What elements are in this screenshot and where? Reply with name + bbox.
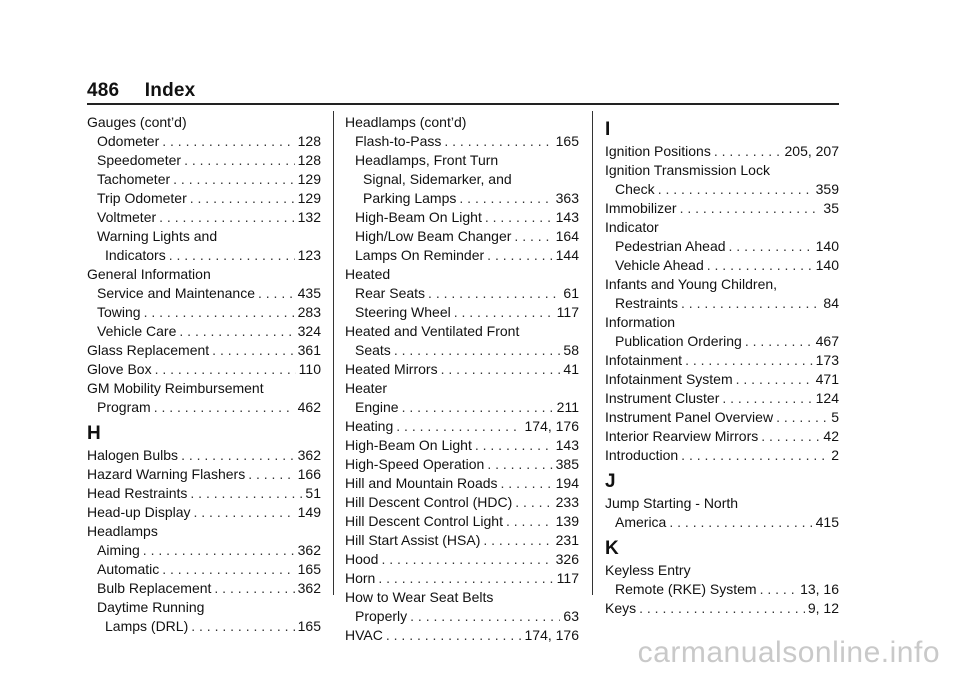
dot-leader [501,474,553,493]
page-reference[interactable]: 129 [297,171,321,187]
dot-leader [685,351,813,370]
entry-text: Odometer [97,133,160,149]
entry-text: Glass Replacement [87,342,210,358]
page-reference[interactable]: 63 [563,608,579,624]
page-reference[interactable]: 123 [297,247,321,263]
entry-text: High-Beam On Light [355,209,482,225]
index-entry [605,370,839,389]
index-entry [345,132,579,151]
dot-leader [658,180,813,199]
page-reference[interactable]: 361 [297,342,321,358]
page-reference[interactable]: 35 [823,200,839,216]
dot-leader [184,151,295,170]
dot-leader [190,189,295,208]
dot-leader [483,531,552,550]
page-reference[interactable]: 435 [297,285,321,301]
dot-leader [681,294,820,313]
entry-text: Introduction [605,447,679,463]
entry-text: Instrument Cluster [605,390,720,406]
page-reference[interactable]: 117 [556,304,579,320]
entry-text: Rear Seats [355,285,426,301]
entry-text: Check [615,181,655,197]
page-reference[interactable]: 174, 176 [524,418,579,434]
page-reference[interactable]: 324 [297,323,321,339]
index-entry [345,208,579,227]
index-heading: Indicator [605,219,659,235]
entry-text: Seats [355,342,391,358]
page-reference[interactable]: 140 [815,238,839,254]
watermark: carmanualsonline.info [637,636,940,669]
index-entry [605,237,839,256]
entry-text: Hill Start Assist (HSA) [345,532,481,548]
dot-leader [143,541,295,560]
page-reference[interactable]: 144 [555,247,579,263]
page-reference[interactable]: 143 [555,437,579,453]
page-reference[interactable]: 139 [555,513,579,529]
index-entry [605,142,839,161]
dot-leader [162,132,294,151]
index-entry [345,607,579,626]
page-reference[interactable]: 149 [297,504,321,520]
page-reference[interactable]: 164 [555,228,579,244]
index-entry [345,569,579,588]
page-reference[interactable]: 128 [297,133,321,149]
entry-text: Remote (RKE) System [615,581,757,597]
dot-leader [444,132,552,151]
dot-leader [515,493,552,512]
index-entry [345,246,579,265]
index-entry [87,341,321,360]
entry-text: Restraints [615,295,679,311]
page-reference[interactable]: 174, 176 [524,627,579,643]
index-column-2 [345,113,579,645]
entry-text: Vehicle Care [97,323,177,339]
entry-text: Lamps On Reminder [355,247,485,263]
dot-leader [169,246,295,265]
index-entry [605,599,839,618]
dot-leader [214,579,294,598]
index-entry [345,284,579,303]
entry-text: Hood [345,551,379,567]
entry-text: Keys [605,600,637,616]
entry-text: HVAC [345,627,383,643]
index-entry [605,180,839,199]
dot-leader [394,341,561,360]
index-entry [605,294,839,313]
dot-leader [159,208,295,227]
index-entry [87,246,321,265]
index-entry [345,436,579,455]
dot-leader [722,389,812,408]
index-entry [345,512,579,531]
dot-leader [475,436,553,455]
page-reference[interactable]: 117 [556,570,579,586]
page-number: 486 [87,80,120,101]
index-entry [87,579,321,598]
entry-text: Hill and Mountain Roads [345,475,498,491]
dot-leader [714,142,782,161]
page-reference[interactable]: 362 [297,580,321,596]
column-divider [333,111,334,595]
index-entry [345,417,579,436]
dot-leader [745,332,813,351]
index-heading: Ignition Transmission Lock [605,162,770,178]
index-entry [87,303,321,322]
section-letter: H [87,423,101,444]
entry-text: Pedestrian Ahead [615,238,726,254]
index-heading: Keyless Entry [605,562,691,578]
index-entry [87,322,321,341]
index-heading: Heated and Ventilated Front [345,323,520,339]
dot-leader [144,303,295,322]
entry-text: Head-up Display [87,504,191,520]
index-entry [345,531,579,550]
dot-leader [459,189,552,208]
index-entry [345,303,579,322]
dot-leader [707,256,813,275]
entry-text: Trip Odometer [97,190,187,206]
index-heading: Heated [345,266,391,282]
index-entry [87,503,321,522]
index-heading: Infants and Young Children, [605,276,778,292]
index-heading: Warning Lights and [97,228,218,244]
index-entry [87,151,321,170]
page-reference[interactable]: 165 [555,133,579,149]
page-reference[interactable]: 205, 207 [784,143,839,159]
section-letter: J [605,471,616,492]
section-letter: K [605,538,619,559]
index-entry [87,617,321,636]
index-entry [87,170,321,189]
dot-leader [454,303,554,322]
page-reference[interactable]: 42 [823,428,839,444]
index-entry [87,284,321,303]
page-reference[interactable]: 471 [815,371,839,387]
index-entry [605,408,839,427]
entry-text: High-Beam On Light [345,437,472,453]
dot-leader [681,446,828,465]
dot-leader [410,607,560,626]
entry-text: Head Restraints [87,485,188,501]
page-reference[interactable]: 415 [815,514,839,530]
entry-text: Towing [97,304,141,320]
page-reference[interactable]: 129 [297,190,321,206]
page-reference[interactable]: 143 [555,209,579,225]
entry-text: Voltmeter [97,209,157,225]
page-reference[interactable]: 84 [823,295,839,311]
page-reference[interactable]: 13, 16 [800,581,839,597]
dot-leader [441,360,561,379]
dot-leader [736,370,813,389]
entry-text: Vehicle Ahead [615,257,704,273]
page-reference[interactable]: 165 [297,618,321,634]
index-entry [345,360,579,379]
dot-leader [487,246,552,265]
index-entry [87,484,321,503]
dot-leader [386,626,522,645]
dot-leader [248,465,294,484]
entry-text: Program [97,399,151,415]
entry-text: Parking Lamps [363,190,457,206]
page-reference[interactable]: 9, 12 [807,600,839,616]
entry-text: Hill Descent Control Light [345,513,503,529]
dot-leader [378,569,553,588]
page-reference[interactable]: 165 [297,561,321,577]
index-entry [605,256,839,275]
index-column-1 [87,113,321,636]
page-reference[interactable]: 283 [297,304,321,320]
page-reference[interactable]: 326 [555,551,579,567]
dot-leader [669,513,812,532]
entry-text: Hill Descent Control (HDC) [345,494,513,510]
page-reference[interactable]: 362 [297,447,321,463]
dot-leader [155,360,296,379]
page-header [87,80,195,102]
entry-text: Horn [345,570,376,586]
dot-leader [258,284,295,303]
entry-text: Steering Wheel [355,304,451,320]
entry-text: Service and Maintenance [97,285,255,301]
dot-leader [729,237,813,256]
dot-leader [154,398,295,417]
entry-text: Aiming [97,542,140,558]
page-reference[interactable]: 124 [815,390,839,406]
index-entry [87,360,321,379]
index-entry [345,455,579,474]
dot-leader [776,408,828,427]
section-letter: I [605,119,611,140]
entry-text: Bulb Replacement [97,580,212,596]
index-entry [345,493,579,512]
dot-leader [514,227,552,246]
index-entry [87,208,321,227]
page-reference[interactable]: 231 [555,532,579,548]
entry-text: America [615,514,667,530]
dot-leader [173,170,294,189]
entry-text: Ignition Positions [605,143,711,159]
index-entry [87,132,321,151]
page-reference[interactable]: 462 [297,399,321,415]
dot-leader [179,322,294,341]
dot-leader [506,512,553,531]
page-reference[interactable]: 61 [563,285,579,301]
page-reference[interactable]: 58 [563,342,579,358]
dot-leader [680,199,821,218]
index-entry [605,446,839,465]
header-rule [87,103,839,105]
page-title: Index [144,80,196,101]
entry-text: Halogen Bulbs [87,447,179,463]
entry-text: Interior Rearview Mirrors [605,428,759,444]
dot-leader [162,560,294,579]
entry-text: Engine [355,399,399,415]
page-reference[interactable]: 110 [298,361,321,377]
index-entry [605,580,839,599]
index-entry [345,550,579,569]
entry-text: Publication Ordering [615,333,742,349]
index-entry [345,227,579,246]
index-heading: Headlamps [87,523,158,539]
dot-leader [181,446,295,465]
page-reference[interactable]: 467 [815,333,839,349]
index-heading: Information [605,314,676,330]
index-entry [605,513,839,532]
page-reference[interactable]: 41 [563,361,579,377]
entry-text: Infotainment [605,352,683,368]
page-reference[interactable]: 233 [555,494,579,510]
entry-text: Indicators [105,247,166,263]
index-entry [345,474,579,493]
index-entry [87,560,321,579]
page-reference[interactable]: 362 [297,542,321,558]
index-heading: General Information [87,266,211,282]
entry-text: Instrument Panel Overview [605,409,774,425]
entry-text: Glove Box [87,361,152,377]
page-reference[interactable]: 51 [305,485,321,501]
dot-leader [194,503,295,522]
dot-leader [190,484,302,503]
page-reference[interactable]: 166 [297,466,321,482]
entry-text: High/Low Beam Changer [355,228,512,244]
entry-text: Heating [345,418,394,434]
index-heading: Heater [345,380,388,396]
entry-text: Automatic [97,561,160,577]
dot-leader [212,341,294,360]
dot-leader [485,208,553,227]
index-heading: Headlamps, Front Turn [355,152,499,168]
dot-leader [760,580,797,599]
page-reference[interactable]: 211 [556,399,579,415]
index-entry [87,189,321,208]
page-reference[interactable]: 5 [831,409,839,425]
column-divider [592,111,593,595]
page-reference[interactable]: 140 [815,257,839,273]
index-entry [87,446,321,465]
entry-text: Lamps (DRL) [105,618,189,634]
page-reference[interactable]: 385 [555,456,579,472]
index-heading: Headlamps (cont’d) [345,114,467,130]
page-reference[interactable]: 132 [297,209,321,225]
page-reference[interactable]: 128 [297,152,321,168]
index-entry [87,398,321,417]
index-heading: GM Mobility Reimbursement [87,380,264,396]
index-entry [87,541,321,560]
index-entry [87,465,321,484]
entry-text: Heated Mirrors [345,361,438,377]
entry-text: Hazard Warning Flashers [87,466,246,482]
index-entry [345,626,579,645]
index-entry [605,389,839,408]
index-heading: Daytime Running [97,599,205,615]
entry-text: Speedometer [97,152,182,168]
index-column-3 [605,113,839,618]
entry-text: Flash-to-Pass [355,133,442,149]
dot-leader [396,417,521,436]
index-entry [605,332,839,351]
entry-text: Tachometer [97,171,171,187]
index-entry [605,351,839,370]
dot-leader [402,398,554,417]
page-reference[interactable]: 2 [831,447,839,463]
index-heading: Jump Starting - North [605,495,739,511]
index-heading: How to Wear Seat Belts [345,589,494,605]
index-entry [345,189,579,208]
entry-text: Infotainment System [605,371,733,387]
dot-leader [761,427,820,446]
dot-leader [639,599,805,618]
entry-text: Immobilizer [605,200,677,216]
index-entry [345,341,579,360]
dot-leader [191,617,294,636]
entry-text: Properly [355,608,408,624]
index-heading: Signal, Sidemarker, and [363,171,512,187]
index-heading: Gauges (cont’d) [87,114,187,130]
page-reference[interactable]: 359 [815,181,839,197]
index-entry [605,199,839,218]
dot-leader [487,455,552,474]
page-reference[interactable]: 194 [555,475,579,491]
index-entry [605,427,839,446]
entry-text: High-Speed Operation [345,456,485,472]
index-entry [345,398,579,417]
dot-leader [428,284,560,303]
page-reference[interactable]: 173 [815,352,839,368]
dot-leader [381,550,552,569]
page-reference[interactable]: 363 [555,190,579,206]
